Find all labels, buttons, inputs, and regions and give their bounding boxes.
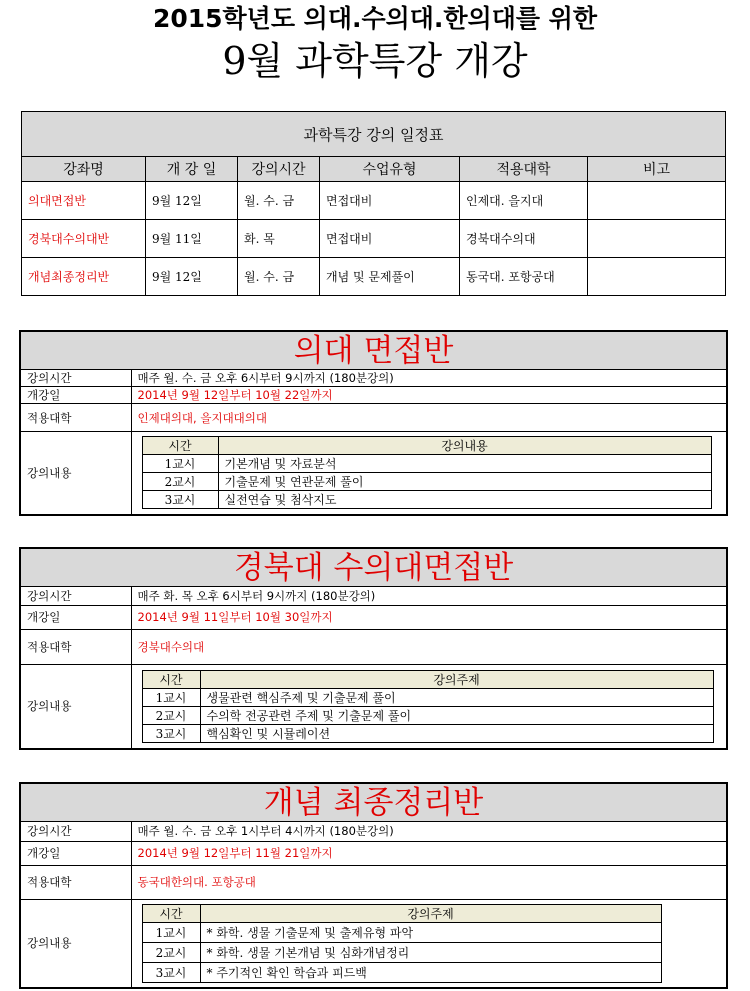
period-topic: * 화학. 생물 기본개념 및 심화개념정리	[200, 942, 661, 962]
course-time: 매주 화. 목 오후 6시부터 9시까지 (180분강의)	[131, 587, 726, 605]
table-cell: 9월 12일	[146, 182, 238, 220]
table-cell: 면접대비	[320, 220, 460, 258]
course-info-table	[21, 822, 726, 987]
period-number: 2교시	[142, 706, 200, 724]
period-number: 3교시	[142, 724, 200, 742]
period-topic: 실전연습 및 첨삭지도	[218, 491, 711, 509]
course-box-veterinary-interview	[19, 547, 728, 750]
table-cell: 인제대. 을지대	[460, 182, 588, 220]
label-content: 강의내용	[21, 899, 131, 987]
period-number: 1교시	[142, 455, 218, 473]
period-header: 시간	[142, 670, 200, 688]
period-topic: * 화학. 생물 기출문제 및 출제유형 파악	[200, 922, 661, 942]
period-table	[142, 904, 662, 983]
course-box-medical-interview	[19, 330, 728, 516]
period-header: 강의주제	[200, 670, 713, 688]
course-title: 경북대 수의대면접반	[21, 549, 726, 587]
period-topic: * 주기적인 확인 학습과 피드백	[200, 962, 661, 982]
period-topic: 기본개념 및 자료분석	[218, 455, 711, 473]
table-cell	[588, 182, 726, 220]
table-cell: 동국대. 포항공대	[460, 258, 588, 296]
course-info-table	[21, 587, 726, 748]
period-table	[142, 436, 712, 509]
course-name-cell: 경북대수의대반	[22, 220, 146, 258]
label-start: 개강일	[21, 605, 131, 629]
schedule-table	[21, 111, 726, 296]
period-topic: 기출문제 및 연관문제 풀이	[218, 473, 711, 491]
table-cell	[588, 220, 726, 258]
label-start: 개강일	[21, 841, 131, 865]
course-name-cell: 개념최종정리반	[22, 258, 146, 296]
course-time: 매주 월. 수. 금 오후 1시부터 4시까지 (180분강의)	[131, 822, 726, 841]
column-header: 강의시간	[238, 157, 320, 182]
label-time: 강의시간	[21, 370, 131, 387]
column-header: 개 강 일	[146, 157, 238, 182]
period-header: 강의주제	[200, 904, 661, 922]
table-cell: 면접대비	[320, 182, 460, 220]
label-time: 강의시간	[21, 587, 131, 605]
label-start: 개강일	[21, 387, 131, 404]
period-number: 3교시	[142, 491, 218, 509]
period-number: 2교시	[142, 473, 218, 491]
course-name-cell: 의대면접반	[22, 182, 146, 220]
course-title: 개념 최종정리반	[21, 784, 726, 822]
table-row	[22, 182, 726, 220]
table-cell: 화. 목	[238, 220, 320, 258]
label-content: 강의내용	[21, 664, 131, 748]
course-univ: 동국대한의대. 포항공대	[131, 865, 726, 899]
label-univ: 적용대학	[21, 865, 131, 899]
label-univ: 적용대학	[21, 629, 131, 664]
period-topic: 수의학 전공관련 주제 및 기출문제 풀이	[200, 706, 713, 724]
table-cell: 경북대수의대	[460, 220, 588, 258]
column-header: 적용대학	[460, 157, 588, 182]
page-title-line2: 9월 과학특강 개강	[222, 39, 528, 83]
period-topic: 생물관련 핵심주제 및 기출문제 풀이	[200, 688, 713, 706]
label-time: 강의시간	[21, 822, 131, 841]
period-topic: 핵심확인 및 시뮬레이션	[200, 724, 713, 742]
period-number: 2교시	[142, 942, 200, 962]
table-row	[22, 258, 726, 296]
label-content: 강의내용	[21, 432, 131, 514]
page-title-line1: 2015학년도 의대.수의대.한의대를 위한	[152, 4, 598, 33]
table-cell: 개념 및 문제풀이	[320, 258, 460, 296]
course-start: 2014년 9월 11일부터 10월 30일까지	[131, 605, 726, 629]
course-univ: 인제대의대, 을지대대의대	[131, 404, 726, 432]
period-header: 시간	[142, 904, 200, 922]
table-cell: 9월 11일	[146, 220, 238, 258]
period-header: 시간	[142, 437, 218, 455]
table-row	[22, 220, 726, 258]
course-title: 의대 면접반	[21, 332, 726, 370]
table-cell	[588, 258, 726, 296]
period-number: 1교시	[142, 688, 200, 706]
course-start: 2014년 9월 12일부터 11월 21일까지	[131, 841, 726, 865]
course-start: 2014년 9월 12일부터 10월 22일까지	[131, 387, 726, 404]
period-number: 1교시	[142, 922, 200, 942]
column-header: 강좌명	[22, 157, 146, 182]
period-header: 강의내용	[218, 437, 711, 455]
label-univ: 적용대학	[21, 404, 131, 432]
period-table	[142, 670, 714, 743]
schedule-caption: 과학특강 강의 일정표	[22, 112, 726, 157]
course-box-concept-review	[19, 782, 728, 989]
course-info-table	[21, 370, 726, 514]
table-cell: 월. 수. 금	[238, 258, 320, 296]
period-number: 3교시	[142, 962, 200, 982]
course-time: 매주 월. 수. 금 오후 6시부터 9시까지 (180분강의)	[131, 370, 726, 387]
column-header: 비고	[588, 157, 726, 182]
course-univ: 경북대수의대	[131, 629, 726, 664]
table-cell: 9월 12일	[146, 258, 238, 296]
column-header: 수업유형	[320, 157, 460, 182]
table-cell: 월. 수. 금	[238, 182, 320, 220]
